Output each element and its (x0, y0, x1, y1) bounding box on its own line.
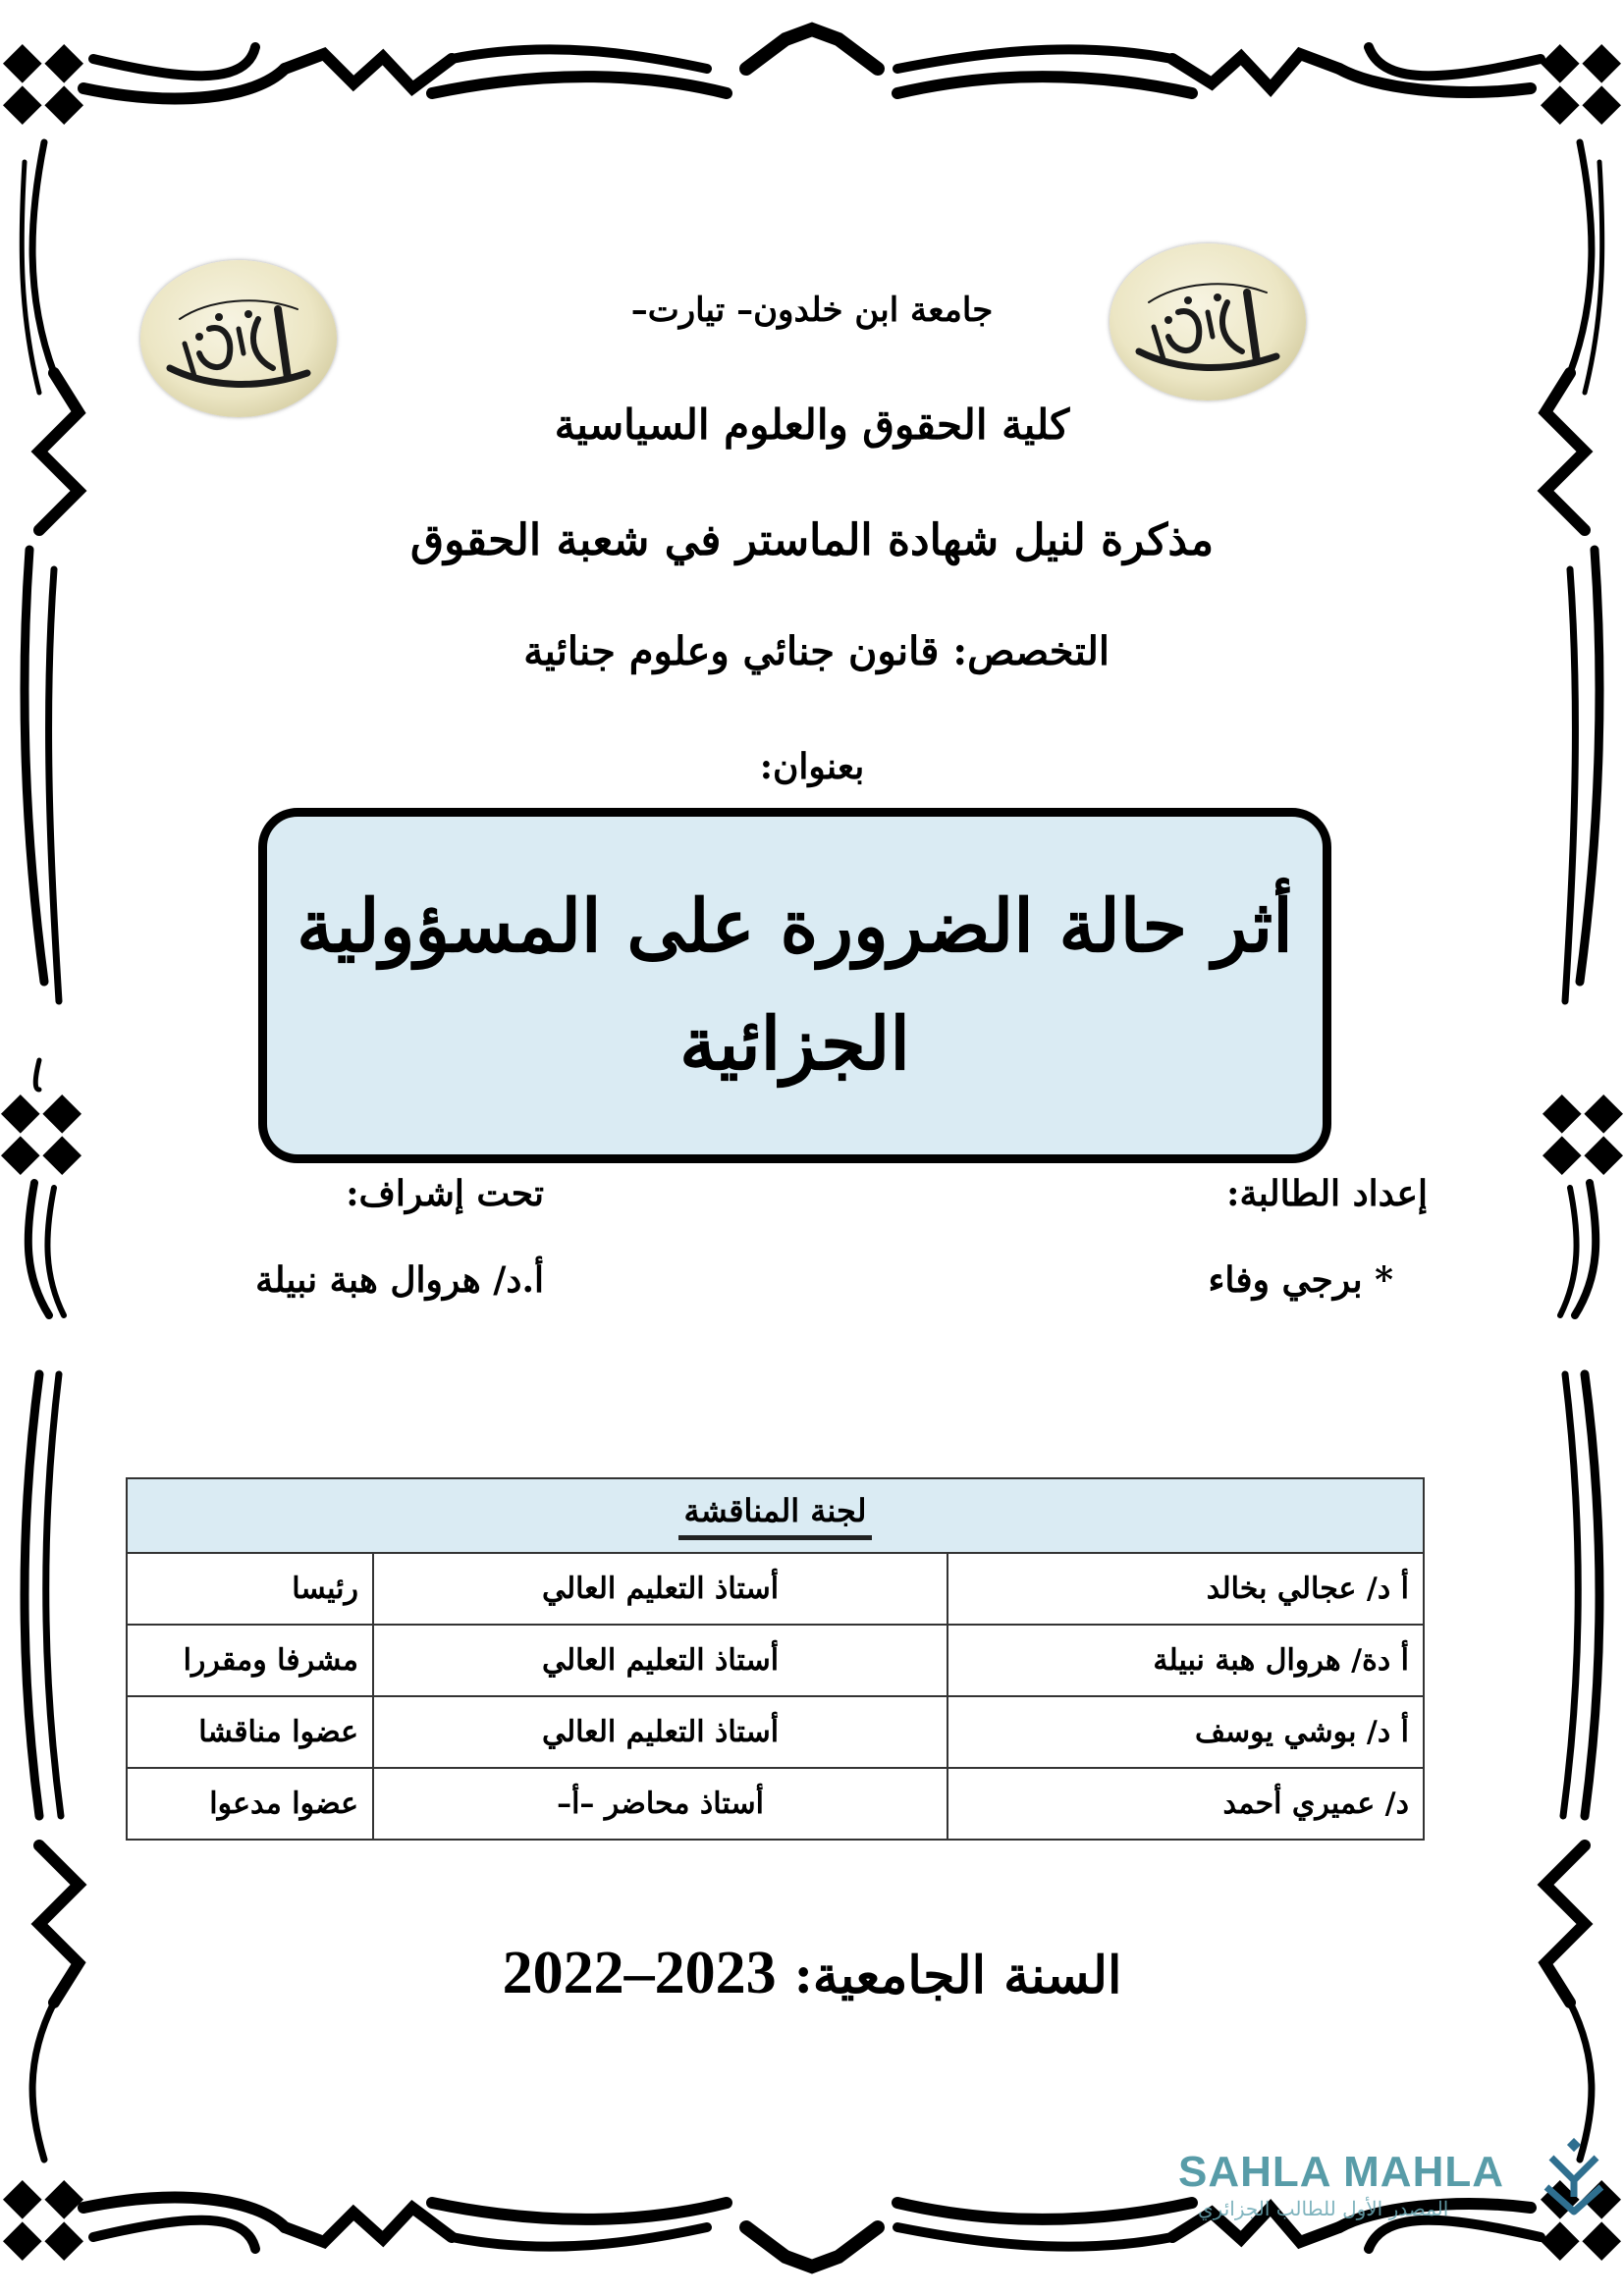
sahla-mahla-logo-icon (1532, 2138, 1616, 2222)
calligraphy-seal-icon (140, 260, 337, 417)
thesis-title-box (258, 808, 1331, 1163)
table-row (127, 1768, 1424, 1840)
watermark (1178, 2148, 1624, 2226)
committee-table (126, 1477, 1425, 1841)
member-rank: أستاذ محاضر –أ– (373, 1768, 947, 1840)
thesis-title-line-2: الجزائية (679, 1002, 910, 1087)
member-role: عضوا مدعوا (127, 1768, 373, 1840)
academic-year-label: السنة الجامعية: (793, 1946, 1122, 2005)
committee-header-row (127, 1478, 1424, 1553)
table-row (127, 1625, 1424, 1696)
member-name: أ د/ عجالي بخالد (947, 1553, 1424, 1625)
member-rank: أستاذ التعليم العالي (373, 1696, 947, 1768)
supervisor-label: تحت إشراف: (346, 1173, 544, 1214)
student-name: * برجي وفاء (1208, 1259, 1393, 1301)
table-row (127, 1696, 1424, 1768)
member-rank: أستاذ التعليم العالي (373, 1625, 947, 1696)
degree-line: مذكرة لنيل شهادة الماستر في شعبة الحقوق (409, 515, 1215, 565)
university-seal-logo-left (140, 260, 337, 417)
university-name: جامعة ابن خلدون– تيارت– (630, 291, 994, 330)
student-label: إعداد الطالبة: (1226, 1173, 1428, 1214)
specialty-line: التخصص: قانون جنائي وعلوم جنائية (523, 628, 1110, 674)
faculty-name: كلية الحقوق والعلوم السياسية (554, 400, 1070, 449)
committee-header-label: لجنة المناقشة (678, 1492, 873, 1540)
academic-year-value: 2022–2023 (502, 1940, 777, 2006)
member-role: مشرفا ومقررا (127, 1625, 373, 1696)
member-role: عضوا مناقشا (127, 1696, 373, 1768)
title-intro: بعنوان: (759, 746, 865, 787)
member-role: رئيسا (127, 1553, 373, 1625)
member-name: أ د/ بوشي يوسف (947, 1696, 1424, 1768)
table-row (127, 1553, 1424, 1625)
supervisor-name: أ.د/ هروال هبة نبيلة (255, 1259, 544, 1301)
member-name: أ دة/ هروال هبة نبيلة (947, 1625, 1424, 1696)
thesis-title-line-1: أثر حالة الضرورة على المسؤولية (297, 884, 1293, 969)
watermark-tagline: المصدر الأول للطالب الجزائري (1198, 2197, 1449, 2220)
member-rank: أستاذ التعليم العالي (373, 1553, 947, 1625)
member-name: د/ عميري أحمد (947, 1768, 1424, 1840)
academic-year (0, 1939, 1624, 2008)
committee-header (127, 1478, 1424, 1553)
watermark-brand: SAHLA MAHLA (1178, 2148, 1504, 2196)
